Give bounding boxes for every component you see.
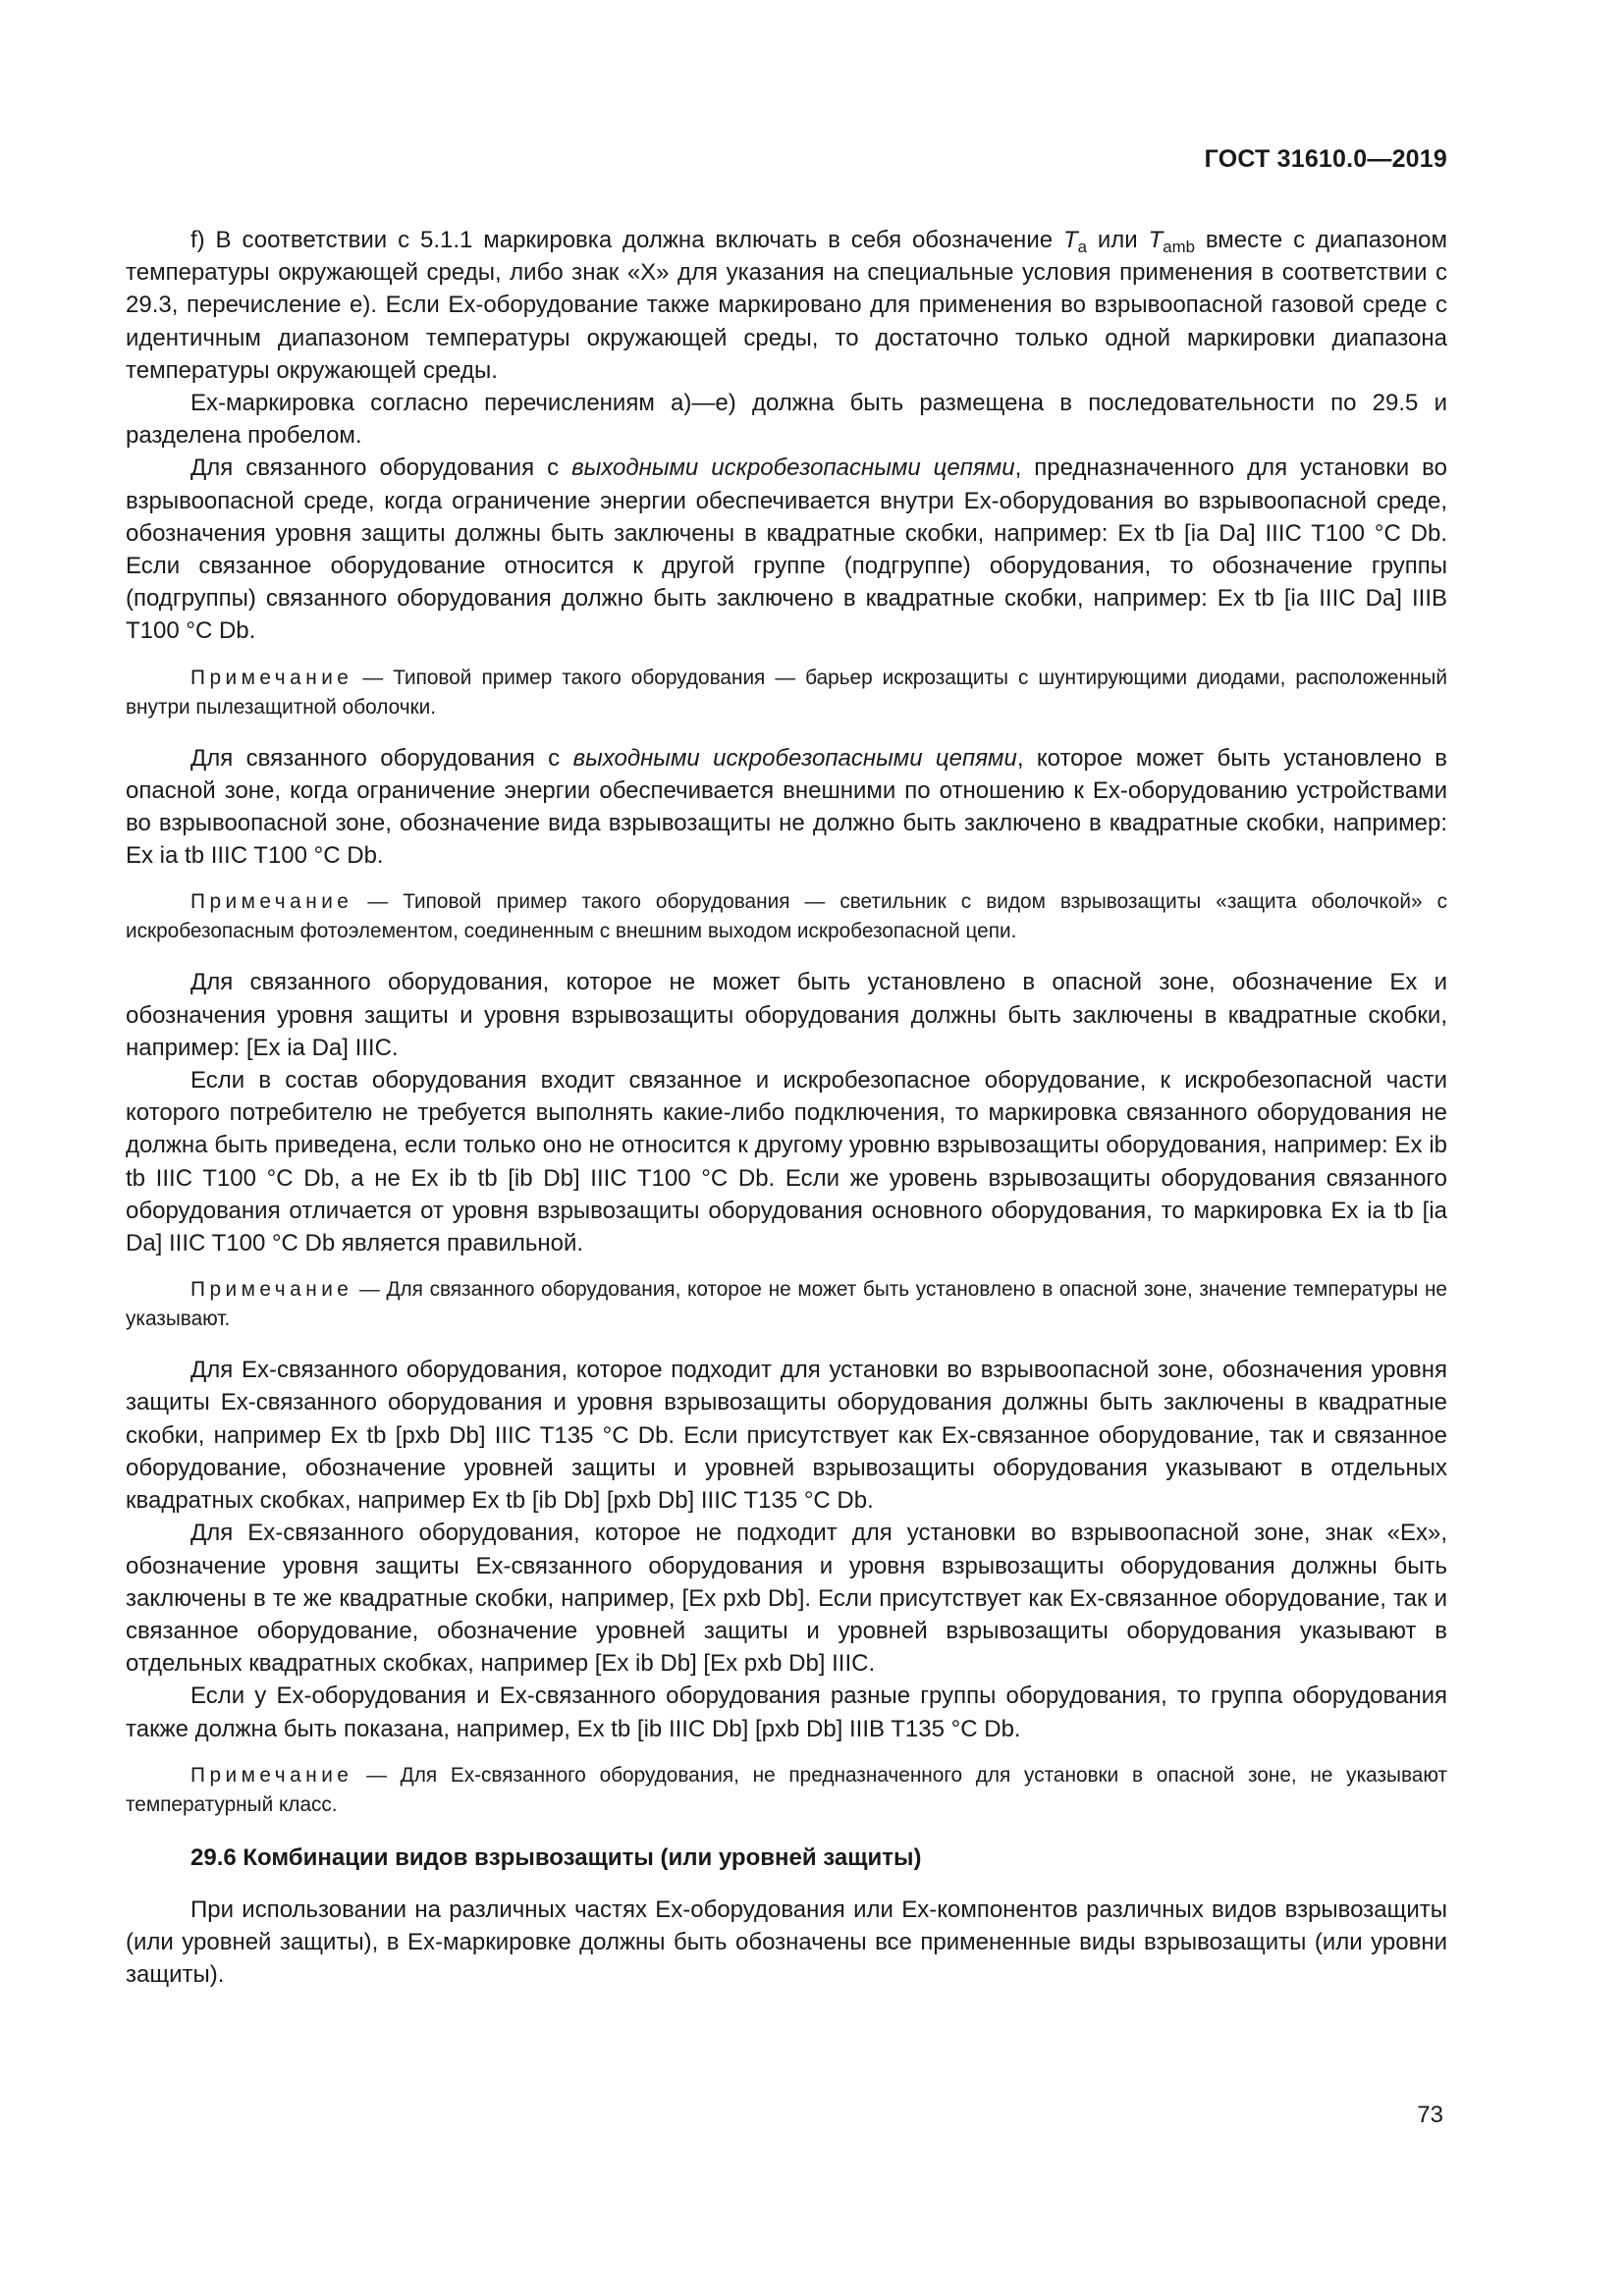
note-label: Примечание: [190, 1763, 353, 1787]
note-text: — Для Ex-связанного оборудования, не предназначенного для установки в опасной зоне, не указывают температурный класс.: [126, 1763, 1447, 1816]
para-text: , которое может быть установлено в опасной зоне, когда ограничение энергии обеспечивается внешними по отношению к Ex-оборудованию устройствами во взрывоопасной зоне, обозначение вида взрывозащиты не должно быть заключено в квадратные скобки, например: Ex ia tb IIIC T100 °C Db.: [126, 744, 1448, 870]
note-text: — Для связанного оборудования, которое не может быть установлено в опасной зоне, значение температуры не указывают.: [126, 1278, 1447, 1331]
symbol-t: T: [1062, 227, 1078, 253]
paragraph-marking-order: Ex-маркировка согласно перечислениям а)—е) должна быть размещена в последовательности по 29.5 и разделена пробелом.: [126, 390, 1447, 450]
note-label: Примечание: [190, 890, 353, 914]
note-4: [126, 1761, 1447, 1820]
section-heading-29-6: 29.6 Комбинации видов взрывозащиты (или уровней защиты): [190, 1843, 922, 1871]
subscript-amb: amb: [1163, 238, 1195, 256]
para-text: f) В соответствии с 5.1.1 маркировка должна включать в себя обозначение: [190, 227, 1063, 253]
emphasis-text: выходными искробезопасными цепями: [571, 454, 1015, 482]
emphasis-text: выходными искробезопасными цепями: [572, 744, 1017, 772]
paragraph-ex-associated-1: Для Ex-связанного оборудования, которое подходит для установки во взрывоопасной зоне, обозначения уровня защиты Ex-связанного оборудования и уровня взрывозащиты оборудования должны быть заключены в квадратные скобки, например Ex tb [pxb Db] IIIC T135 °C Db. Если присутствует как Ex-связанное оборудование, так и связанное оборудование, обозначение уровней защиты и уровней взрывозащиты оборудования указывают в отдельных квадратных скобках, например Ex tb [ib Db] [pxb Db] IIIC T135 °C Db.: [126, 1357, 1447, 1515]
paragraph-ex-associated-groups: Если у Ex-оборудования и Ex-связанного оборудования разные группы оборудования, то группа оборудования также должна быть показана, например, Ex tb [ib IIIC Db] [pxb Db] IIIB T135 °C Db.: [126, 1682, 1447, 1742]
note-2: [126, 887, 1447, 946]
para-text: или: [1086, 227, 1149, 253]
page-body: [126, 224, 1447, 1992]
subscript-a: a: [1077, 238, 1087, 256]
note-text: — Типовой пример такого оборудования — светильник с видом взрывозащиты «защита оболочкой» с искробезопасным фотоэлементом, соединенным с внешним выходом искробезопасной цепи.: [126, 890, 1447, 943]
document-number-header: ГОСТ 31610.0—2019: [1204, 145, 1447, 173]
page-number: 73: [1417, 2102, 1443, 2128]
para-text: Для связанного оборудования с: [190, 744, 573, 772]
note-label: Примечание: [190, 666, 353, 689]
note-3: [126, 1275, 1447, 1334]
paragraph-ex-associated-2: Для Ex-связанного оборудования, которое не подходит для установки во взрывоопасной зоне, знак «Ex», обозначение уровня защиты Ex-связанного оборудования и уровня взрывозащиты оборудования должны быть заключены в те же квадратные скобки, например, [Ex pxb Db]. Если присутствует как Ex-связанное оборудование, так и связанное оборудование, обозначение уровней защиты и уровней взрывозащиты оборудования указывают в отдельных квадратных скобках, например [Ex ib Db] [Ex pxb Db] IIIC.: [126, 1520, 1447, 1678]
para-text: Для связанного оборудования с: [190, 454, 572, 482]
note-label: Примечание: [190, 1278, 353, 1302]
paragraph-section-29-6: При использовании на различных частях Ex-оборудования или Ex-компонентов различных видов взрывозащиты (или уровней защиты), в Ex-маркировке должны быть обозначены все примененные виды взрывозащиты (или уровни защиты).: [126, 1896, 1447, 1989]
paragraph-non-hazardous-associated: Для связанного оборудования, которое не может быть установлено в опасной зоне, обозначение Ex и обозначения уровня защиты и уровня взрывозащиты оборудования должны быть заключены в квадратные скобки, например: [Ex ia Da] IIIC.: [126, 969, 1447, 1061]
symbol-t: T: [1148, 227, 1164, 253]
para-text: вместе с диапазоном температуры окружающей среды, либо знак «Х» для указания на специальные условия применения в соответствии с 29.3, перечисление е). Если Ex-оборудование также маркировано для применения во взрывоопасной газовой среде с идентичным диапазоном температуры окружающей среды, то достаточно только одной маркировки диапазона температуры окружающей среды.: [126, 227, 1448, 384]
para-text: , предназначенного для установки во взрывоопасной среде, когда ограничение энергии обеспечивается внутри Ex-оборудования во взрывоопасной среде, обозначения уровня защиты должны быть заключены в квадратные скобки, например: Ex tb [ia Da] IIIC T100 °C Db. Если связанное оборудование относится к другой группе (подгруппе) оборудования, то обозначение группы (подгруппы) связанного оборудования должно быть заключено в квадратные скобки, например: Ex tb [ia IIIC Da] IIIB T100 °C Db.: [126, 454, 1448, 645]
paragraph-f: [126, 224, 1447, 387]
note-text: — Типовой пример такого оборудования — барьер искрозащиты с шунтирующими диодами, расположенный внутри пылезащитной оболочки.: [126, 666, 1447, 719]
paragraph-associated-equipment-2: [126, 742, 1447, 873]
paragraph-associated-equipment-1: [126, 452, 1447, 647]
note-1: [126, 664, 1447, 722]
paragraph-combined-intrinsic: Если в состав оборудования входит связанное и искробезопасное оборудование, к искробезопасной части которого потребителю не требуется выполнять какие-либо подключения, то маркировка связанного оборудования не должна быть приведена, если только оно не относится к другому уровню взрывозащиты оборудования, например: Ex ib tb IIIC T100 °C Db, а не Ex ib tb [ib Db] IIIC T100 °C Db. Если же уровень взрывозащиты оборудования связанного оборудования отличается от уровня взрывозащиты оборудования основного оборудования, то маркировка Ex ia tb [ia Da] IIIC T100 °C Db является правильной.: [126, 1067, 1447, 1257]
